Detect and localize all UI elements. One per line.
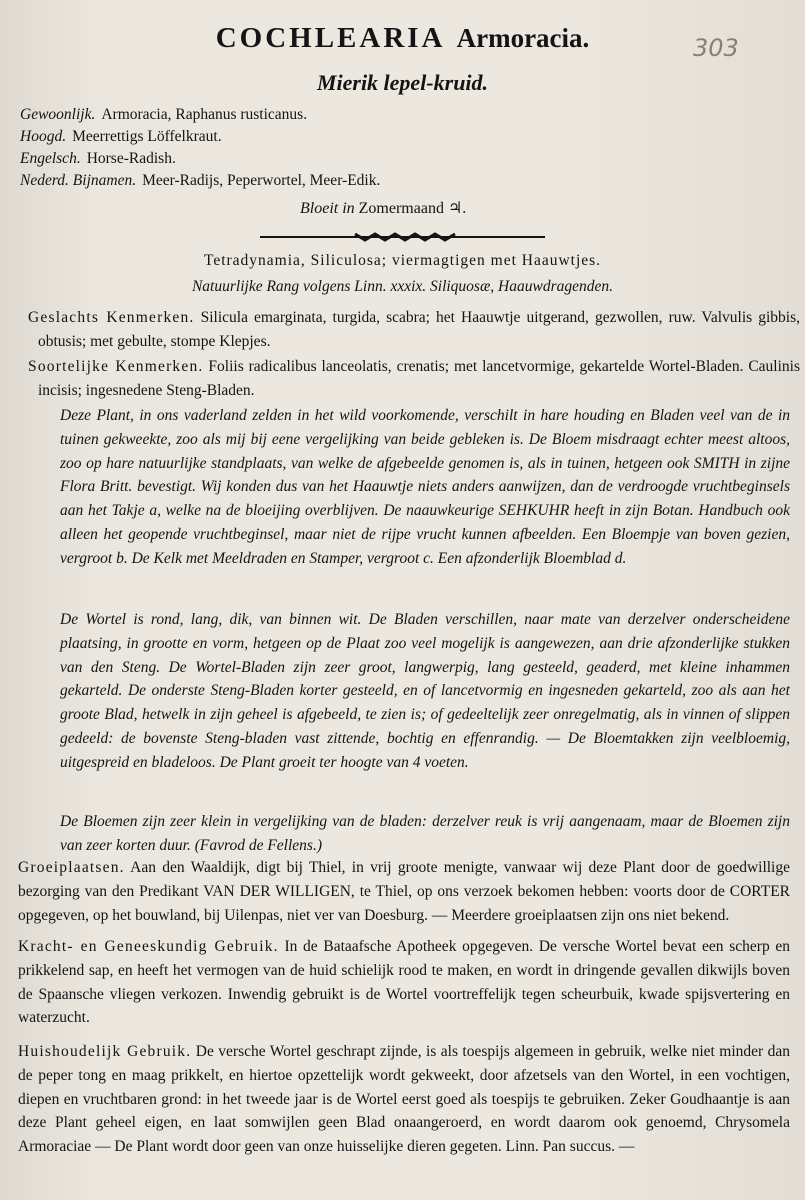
- page-title: [0, 22, 805, 55]
- name-row: Nederd. Bijnamen. Meer-Radijs, Peperwortel, Meer-Edik.: [20, 172, 381, 189]
- genus-name: COCHLEARIA: [215, 22, 446, 54]
- section-heading: Groeiplaatsen.: [18, 859, 125, 876]
- description-paragraph-1: Deze Plant, in ons vaderland zelden in het wild voorkomende, verschilt in hare houding en Bladen veel van de in tuinen gekweekte, zoo als mij bij eene vergelijking van beide gebleken is. De Bloem misdraagt echter meest altoos, zoo op hare natuurlijke standplaats, van welke de afgebeelde genomen is, als in tuinen, hetgeen ook SMITH in zijne Flora Britt. bevestigt. Wij konden dus van het Haauwtje niets anders aanwijzen, dan de verdroogde vruchtbeginsels aan het Takje a, welke na de bloeijing overblijven. De naauwkeurige SEHKUHR heeft in zijn Botan. Handbuch ook alleen het geopende vruchtbeginsel, maar niet de rijpe vrucht kunnen afbeelden. Een Bloempje van boven gezien, vergroot b. De Kelk met Meeldraden en Stamper, vergroot c. Een afzonderlijk Bloemblad d.: [60, 407, 790, 567]
- section-heading: Soortelijke Kenmerken.: [28, 358, 204, 375]
- description-paragraph-2: De Wortel is rond, lang, dik, van binnen wit. De Bladen verschillen, naar mate van derzelver onderscheidene plaatsing, in grootte en vorm, hetgeen op de Plaat zoo veel mogelijk is aangewezen, aan drie afzonderlijke stukken van den Steng. De Wortel-Bladen zijn zeer groot, langwerpig, lang gesteeld, geaderd, met kleine inhammen gekarteld. De onderste Steng-Bladen korter gesteeld, en of lancetvormig en ingesneden gekarteld, zoo als aan het groote Blad, hetwelk in zijn geheel is afgebeeld, te zien is; of gedeeltelijk zeer onregelmatig, als in vinnen of slippen gedeeld: de bovenste Steng-bladen vast zittende, bochtig en effenrandig. — De Bloemtakken zijn veelbloemig, uitgespreid en bladeloos. De Plant groeit ter hoogte van 4 voeten.: [60, 611, 790, 771]
- section-heading: Geslachts Kenmerken.: [28, 309, 195, 326]
- habitat-section: Groeiplaatsen. Aan den Waaldijk, digt bij Thiel, in vrij groote menigte, vanwaar wij deze Plant door de goedwillige bezorging van den Predikant VAN DER WILLIGEN, te Thiel, op ons verzoek bekomen hebben: voorts door de CORTER opgegeven, op het bouwland, bij Uilenpas, niet ver van Doesburg. — Meerdere groeiplaatsen zijn ons niet bekend.: [18, 859, 790, 924]
- genus-characters: Geslachts Kenmerken. Silicula emarginata, turgida, scabra; het Haauwtje uitgerand, gezwollen, ruw. Valvulis gibbis, obtusis; met gebulte, stompe Klepjes.: [28, 309, 801, 350]
- section-heading: Huishoudelijk Gebruik.: [18, 1043, 192, 1060]
- species-characters: Soortelijke Kenmerken. Foliis radicalibus lanceolatis, crenatis; met lancetvormige, gekartelde Wortel-Bladen. Caulinis incisis; ingesnedene Steng-Bladen.: [28, 358, 801, 399]
- handwritten-folio-number: 303: [693, 34, 739, 62]
- household-use-section: Huishoudelijk Gebruik. De versche Wortel geschrapt zijnde, is als toespijs algemeen in gebruik, welke niet minder dan de peper tong en maag prikkelt, en hiertoe opzettelijk wordt gekweekt, door afzetsels van den Wortel, in een vochtigen, diepen en vruchtbaren grond: in het tweede jaar is de Wortel eerst goed als toespijs te gebruiken. Zeker Goudhaantje is aan deze Plant geheel eigen, en laat somwijlen geen Blad onaangeroerd, en wordt daarom ook genoemd, Chrysomela Armoraciae — De Plant wordt door geen van onze huisselijke dieren gegeten. Linn. Pan succus. —: [18, 1043, 791, 1156]
- name-row: Engelsch. Horse-Radish.: [20, 150, 176, 167]
- flowering-line: Bloeit in Zomermaand ♃.: [300, 200, 467, 217]
- medicinal-use-section: Kracht- en Geneeskundig Gebruik. In de Bataafsche Apotheek opgegeven. De versche Wortel bevat een scherp en prikkelend sap, en heeft het vermogen van de huid schielijk rood te maken, en wordt in dringende gevallen dikwijls boven de Spaansche vliegen verkozen. Inwendig gebruikt is de Wortel voortreffelijk tegen scheurbuik, kwade spijsvertering en waterzucht.: [18, 938, 791, 1027]
- description-paragraph-3: De Bloemen zijn zeer klein in vergelijking van de bladen: derzelver reuk is vrij aangenaam, maar de Bloemen zijn van zeer korten duur. (Favrod de Fellens.): [60, 813, 790, 854]
- name-row: Gewoonlijk. Armoracia, Raphanus rusticanus.: [20, 106, 308, 123]
- section-heading: Kracht- en Geneeskundig Gebruik.: [18, 938, 279, 955]
- species-name: Armoracia.: [456, 23, 590, 53]
- common-names-list: [20, 104, 380, 192]
- natural-rank-line: Natuurlijke Rang volgens Linn. xxxix. Siliquosæ, Haauwdragenden.: [191, 278, 614, 295]
- dutch-name: Mierik lepel-kruid.: [316, 70, 489, 95]
- name-row: Hoogd. Meerrettigs Löffelkraut.: [20, 128, 222, 145]
- ornamental-rule: [260, 232, 545, 242]
- classification-line: Tetradynamia, Siliculosa; viermagtigen met Haauwtjes.: [203, 252, 602, 269]
